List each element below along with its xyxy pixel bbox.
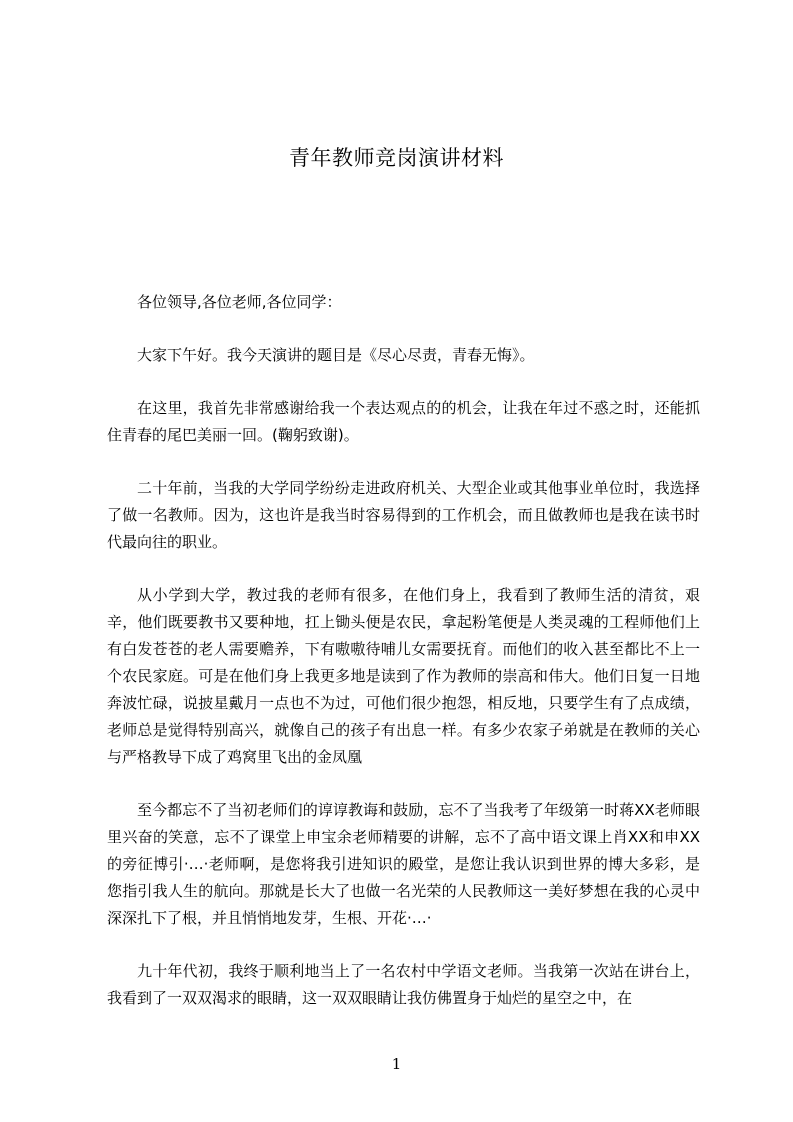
thanks-paragraph: 在这里，我首先非常感谢给我一个表达观点的的机会，让我在年过不惑之时，还能抓住青春的尾巴美丽一回。(鞠躬致谢)。 xyxy=(107,399,700,444)
first-teaching-paragraph: 九十年代初，我终于顺利地当上了一名农村中学语文老师。当我第一次站在讲台上，我看到了一双双渴求的眼睛，这一双双眼睛让我仿佛置身于灿烂的星空之中，在 xyxy=(107,962,700,1007)
document-title: 青年教师竞岗演讲材料 xyxy=(289,146,504,170)
career-choice-paragraph: 二十年前，当我的大学同学纷纷走进政府机关、大型企业或其他事业单位时，我选择了做一名教师。因为，这也许是我当时容易得到的工作机会，而且做教师也是我在读书时代最向往的职业。 xyxy=(107,479,700,551)
document-body xyxy=(107,289,700,1038)
page-number: 1 xyxy=(391,1055,402,1073)
teachers-life-paragraph: 从小学到大学，教过我的老师有很多，在他们身上，我看到了教师生活的清贫，艰辛，他们既要教书又要种地，扛上锄头便是农民，拿起粉笔便是人类灵魂的工程师他们上有白发苍苍的老人需要赡养，下有嗷嗷待哺儿女需要抚育。而他们的收入甚至都比不上一个农民家庭。可是在他们身上我更多地是读到了作为教师的崇高和伟大。他们日复一日地奔波忙碌，说披星戴月一点也不为过，可他们很少抱怨，相反地，只要学生有了点成绩，老师总是觉得特别高兴，就像自己的孩子有出息一样。有多少农家子弟就是在教师的关心与严格教导下成了鸡窝里飞出的金凤凰 xyxy=(107,586,700,766)
memories-paragraph: 至今都忘不了当初老师们的谆谆教诲和鼓励，忘不了当我考了年级第一时蒋XX老师眼里兴奋的笑意，忘不了课堂上申宝余老师精要的讲解，忘不了高中语文课上肖XX和申XX的旁征博引·…·老师啊，是您将我引进知识的殿堂，是您让我认识到世界的博大多彩，是您指引我人生的航向。那就是长大了也做一名光荣的人民教师这一美好梦想在我的心灵中深深扎下了根，并且悄悄地发芽，生根、开花·…· xyxy=(107,801,700,927)
salutation-paragraph: 各位领导,各位老师,各位同学： xyxy=(137,293,342,311)
greeting-paragraph: 大家下午好。我今天演讲的题目是《尽心尽责，青春无悔》。 xyxy=(137,346,535,364)
